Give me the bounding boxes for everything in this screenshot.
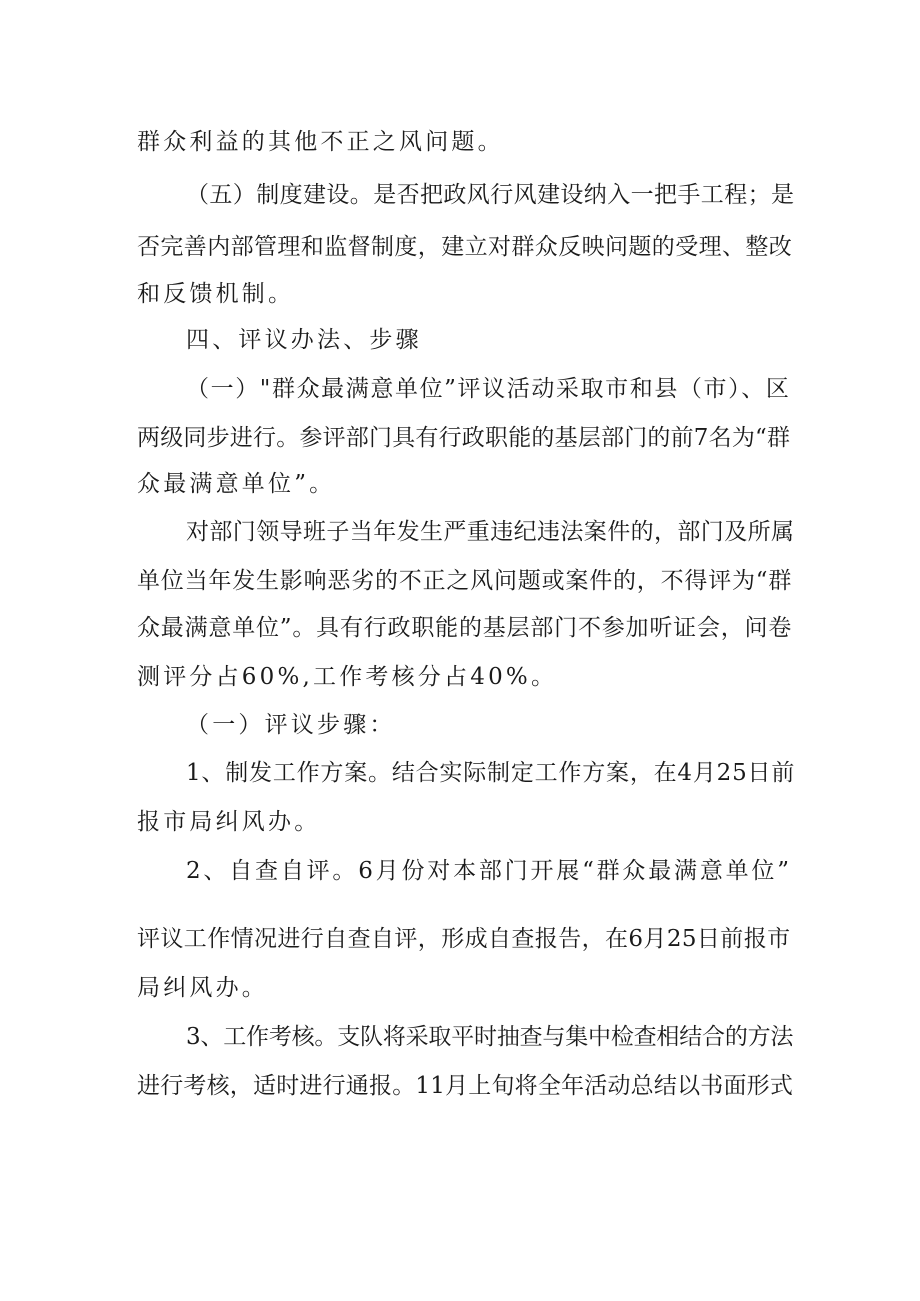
text-line: 众最满意单位”。具有行政职能的基层部门不参加听证会，问卷 [137, 615, 793, 641]
text-line: 1、制发工作方案。结合实际制定工作方案，在4月25日前 [186, 760, 796, 786]
text-line: 进行考核，适时进行通报。11月上旬将全年活动总结以书面形式 [137, 1073, 794, 1099]
text-line: （一）"群众最满意单位”评议活动采取市和县（市）、区 [186, 376, 791, 402]
text-line: 两级同步进行。参评部门具有行政职能的基层部门的前7名为“群 [137, 425, 791, 451]
text-line: 群众利益的其他不正之风问题。 [137, 129, 504, 155]
text-line: 3、工作考核。支队将采取平时抽查与集中检查相结合的方法 [186, 1024, 794, 1050]
text-line: （五）制度建设。是否把政风行风建设纳入一把手工程；是 [186, 182, 795, 208]
section-subheading: （一）评议步骤： [186, 712, 396, 738]
text-line: 测评分占60%,工作考核分占40%。 [137, 664, 558, 690]
section-heading: 四、评议办法、步骤 [186, 327, 422, 353]
text-line: 众最满意单位”。 [137, 471, 336, 497]
text-line: 2、自查自评。6月份对本部门开展“群众最满意单位” [186, 858, 792, 884]
text-line: 单位当年发生影响恶劣的不正之风问题或案件的，不得评为“群 [137, 568, 793, 594]
text-line: 否完善内部管理和监督制度，建立对群众反映问题的受理、整改 [137, 234, 793, 260]
text-line: 局纠风办。 [137, 975, 268, 1001]
text-line: 对部门领导班子当年发生严重违纪违法案件的，部门及所属 [186, 519, 795, 545]
text-line: 评议工作情况进行自查自评，形成自查报告，在6月25日前报市 [137, 926, 791, 952]
text-line: 报市局纠风办。 [137, 809, 321, 835]
text-line: 和反馈机制。 [137, 281, 295, 307]
